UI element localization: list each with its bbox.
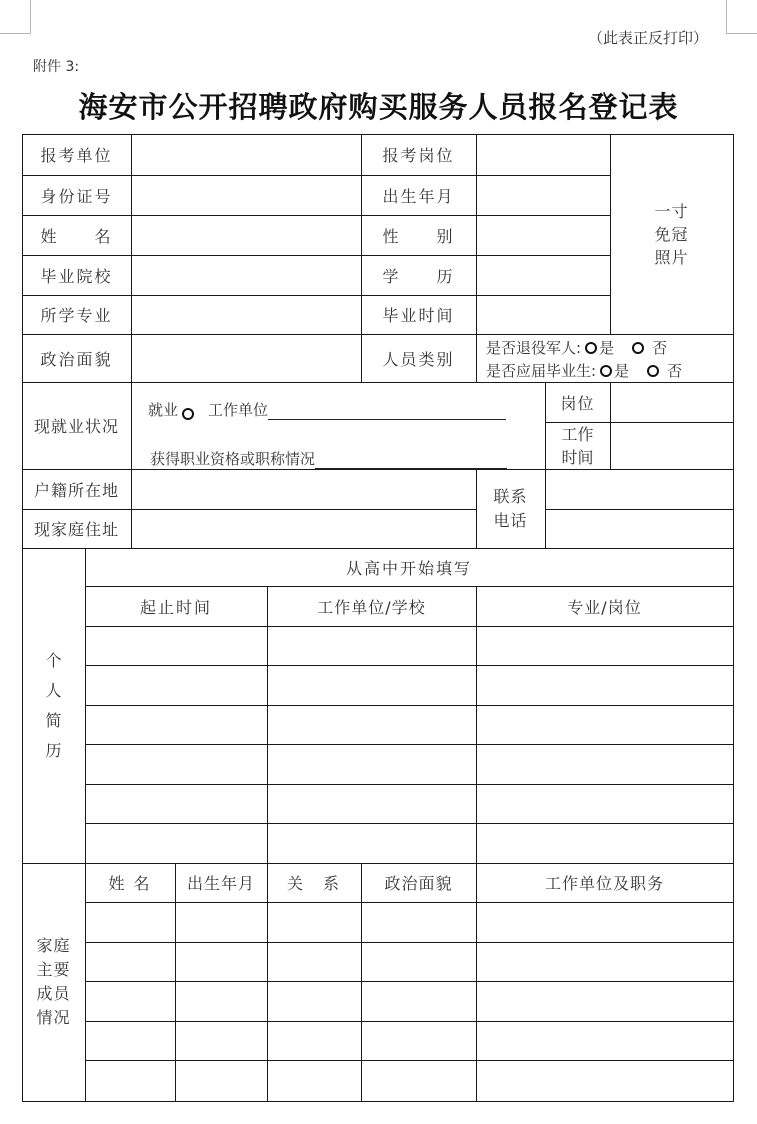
school-field[interactable]: [132, 256, 360, 294]
post-label: 岗位: [560, 393, 595, 413]
work-unit-input[interactable]: [268, 403, 506, 420]
family-label-line: 家庭: [36, 936, 71, 955]
apply-unit-label: 报考单位: [40, 146, 113, 165]
hukou-label: 户籍所在地: [33, 480, 119, 500]
family-label-line: 情况: [36, 1008, 71, 1027]
rule: [85, 784, 734, 785]
employed-label: 就业: [148, 401, 179, 419]
education-label: 学 历: [382, 266, 455, 286]
family-label-line: 成员: [36, 984, 71, 1003]
resume-label-char: 个: [45, 650, 62, 670]
major-label: 所学专业: [40, 306, 113, 325]
resume-note: 从高中开始填写: [345, 558, 472, 578]
fresh-grad-no-radio[interactable]: [647, 365, 659, 377]
education-field[interactable]: [477, 256, 609, 294]
birth-field[interactable]: [477, 176, 609, 214]
contact-phone-label: [476, 469, 545, 548]
rule: [85, 665, 734, 666]
rule: [85, 902, 734, 903]
fresh-grad-yes-label: 是: [614, 362, 630, 380]
fresh-grad-no-label: 否: [667, 362, 683, 380]
fresh-grad-question: [486, 360, 682, 381]
grad-time-label: 毕业时间: [382, 306, 455, 325]
id-number-field[interactable]: [132, 176, 360, 214]
resume-col-unit: 工作单位/学校: [317, 597, 426, 617]
school-label: 毕业院校: [40, 266, 113, 286]
grad-time-field[interactable]: [477, 296, 609, 333]
rule: [22, 1101, 734, 1102]
rule: [476, 586, 477, 1102]
family-col-name: 姓 名: [108, 874, 152, 893]
gender-field[interactable]: [477, 216, 609, 254]
rule: [85, 942, 734, 943]
rule: [85, 1060, 734, 1061]
name-label: 姓 名: [40, 226, 113, 246]
rule: [85, 823, 734, 824]
employment-row: [148, 399, 506, 420]
rule: [267, 586, 268, 864]
veteran-yes-label: 是: [599, 339, 615, 357]
resume-label-char: 人: [45, 680, 62, 700]
work-time-field[interactable]: [611, 423, 733, 468]
home-address-field[interactable]: [132, 510, 475, 547]
employment-label: 现就业状况: [33, 417, 119, 436]
qualification-row: [150, 448, 507, 469]
photo-text-line: 一寸: [654, 201, 689, 221]
hukou-field[interactable]: [132, 470, 475, 508]
apply-post-field[interactable]: [477, 135, 609, 174]
family-col-political: 政治面貌: [384, 874, 453, 893]
resume-label-char: 简: [45, 710, 62, 730]
veteran-no-radio[interactable]: [632, 342, 644, 354]
page-title: 海安市公开招聘政府购买服务人员报名登记表: [78, 90, 679, 124]
qualification-label: 获得职业资格或职称情况: [150, 450, 316, 468]
political-label: 政治面貌: [40, 349, 113, 369]
photo-box: [610, 134, 733, 334]
work-time-label: [545, 422, 610, 469]
work-time-text: 时间: [561, 447, 594, 467]
rule: [85, 705, 734, 706]
fresh-grad-label: 是否应届毕业生:: [486, 362, 597, 380]
veteran-question: [486, 337, 667, 358]
veteran-yes-radio[interactable]: [585, 342, 597, 354]
resume-label-char: 历: [45, 740, 62, 760]
employed-radio[interactable]: [182, 408, 194, 420]
photo-text-line: 照片: [654, 247, 689, 267]
family-col-birth: 出生年月: [186, 874, 255, 893]
fresh-grad-yes-radio[interactable]: [600, 365, 612, 377]
resume-col-period: 起止时间: [139, 597, 212, 617]
family-label-line: 主要: [36, 960, 71, 979]
qualification-input[interactable]: [315, 452, 507, 469]
photo-text-line: 免冠: [654, 224, 689, 244]
print-note: （此表正反打印）: [588, 29, 709, 47]
rule: [85, 981, 734, 982]
family-col-work: 工作单位及职务: [544, 874, 664, 893]
gender-label: 性 别: [382, 226, 455, 246]
rule: [85, 744, 734, 745]
id-number-label: 身份证号: [40, 186, 113, 206]
post-field[interactable]: [611, 383, 733, 421]
person-type-label: 人员类别: [382, 349, 455, 369]
birth-label: 出生年月: [382, 186, 455, 206]
apply-unit-field[interactable]: [132, 135, 360, 174]
contact-phone-field-2[interactable]: [546, 510, 733, 547]
contact-phone-field[interactable]: [546, 470, 733, 508]
resume-col-major: 专业/岗位: [567, 597, 642, 617]
rule: [85, 548, 86, 1102]
work-time-text: 工作: [561, 424, 594, 444]
major-field[interactable]: [132, 296, 360, 333]
home-address-label: 现家庭住址: [33, 520, 119, 539]
name-field[interactable]: [132, 216, 360, 254]
rule: [85, 626, 734, 627]
family-col-relation: 关 系: [286, 874, 341, 893]
family-label: [22, 863, 85, 1101]
political-field[interactable]: [132, 335, 360, 381]
resume-label: [22, 548, 85, 863]
attachment-label: 附件 3:: [33, 59, 80, 75]
rule: [85, 1021, 734, 1022]
rule: [733, 134, 734, 1102]
contact-text: 电话: [493, 510, 528, 530]
contact-text: 联系: [493, 486, 528, 506]
veteran-no-label: 否: [652, 339, 668, 357]
veteran-label: 是否退役军人:: [486, 339, 582, 357]
work-unit-label: 工作单位: [208, 401, 269, 419]
apply-post-label: 报考岗位: [382, 146, 455, 165]
